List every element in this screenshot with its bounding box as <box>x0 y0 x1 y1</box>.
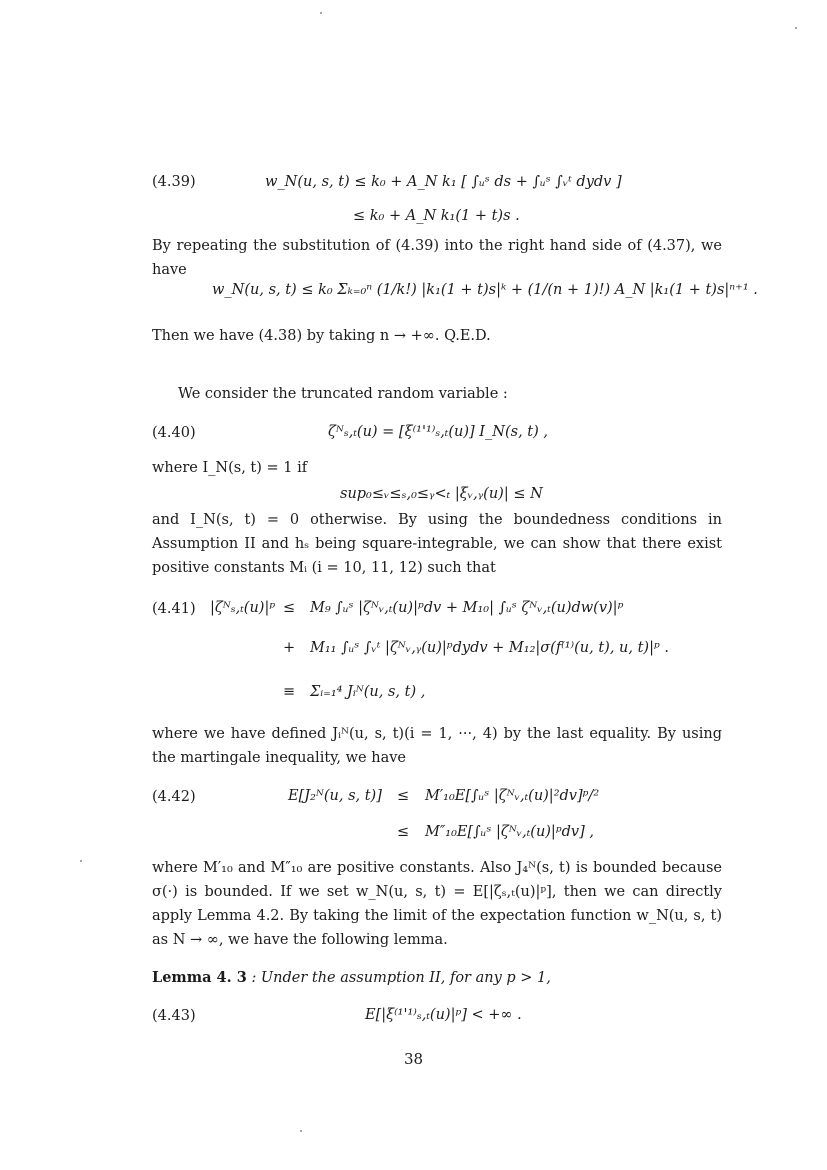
equation-sup: sup₀≤ᵥ≤ₛ,₀≤ᵧ<ₜ |ξᵥ,ᵧ(u)| ≤ N <box>340 486 543 502</box>
paragraph: where we have defined Jᵢᴺ(u, s, t)(i = 1, ···, 4) by the last equality. By using the martingale inequality, we have <box>152 726 722 766</box>
equation-4-42-line2: M″₁₀E[∫ᵤˢ |ζᴺᵥ,ₜ(u)|ᵖdv] , <box>425 824 594 840</box>
equation-number: (4.42) <box>152 789 196 805</box>
lemma-title: Lemma 4. 3 <box>152 969 247 986</box>
equation-number: (4.40) <box>152 425 196 441</box>
equation-4-42-lhs: E[J₂ᴺ(u, s, t)] <box>288 788 382 804</box>
equation-4-41-lhs: |ζᴺₛ,ₜ(u)|ᵖ <box>210 600 276 616</box>
equation-4-42-line1: M′₁₀E[∫ᵤˢ |ζᴺᵥ,ₜ(u)|²dv]ᵖ/² <box>425 788 600 804</box>
scan-speck <box>80 860 82 862</box>
paragraph: and I_N(s, t) = 0 otherwise. By using the boundedness conditions in Assumption II and hₛ being square-integrable, we can show that there exist positive constants Mᵢ (i = 10, 11, 12) such that <box>152 512 722 576</box>
equation-relation: ≡ <box>283 684 296 700</box>
scan-speck <box>795 27 797 29</box>
lemma-body: : Under the assumption II, for any p > 1, <box>251 970 551 986</box>
scan-speck <box>300 1130 302 1132</box>
paragraph: By repeating the substitution of (4.39) into the right hand side of (4.37), we have <box>152 238 722 278</box>
equation-4-41-line1: M₉ ∫ᵤˢ |ζᴺᵥ,ₜ(u)|ᵖdv + M₁₀| ∫ᵤˢ ζᴺᵥ,ₜ(u)dw(v)|ᵖ <box>310 600 624 616</box>
equation-4-43: E[|ξ⁽¹'¹⁾ₛ,ₜ(u)|ᵖ] < +∞ . <box>365 1007 522 1023</box>
page-number: 38 <box>403 1050 424 1068</box>
equation-number: (4.41) <box>152 601 196 617</box>
lemma-heading <box>152 966 551 990</box>
equation-relation: + <box>283 640 296 656</box>
equation-4-41-line3: Σᵢ₌₁⁴ Jᵢᴺ(u, s, t) , <box>310 684 426 700</box>
equation-4-41-line2: M₁₁ ∫ᵤˢ ∫ᵥᵗ |ζᴺᵥ,ᵧ(u)|ᵖdydv + M₁₂|σ(f⁽¹⁾(u, t), u, t)|ᵖ . <box>310 640 669 656</box>
equation-4-39-line2: ≤ k₀ + A_N k₁(1 + t)s . <box>353 208 520 224</box>
paragraph: Then we have (4.38) by taking n → +∞. Q.E.D. <box>152 328 491 344</box>
paragraph: We consider the truncated random variable : <box>178 386 508 402</box>
equation-number: (4.39) <box>152 174 196 190</box>
equation-relation: ≤ <box>397 824 410 840</box>
equation-relation: ≤ <box>397 788 410 804</box>
equation-4-40: ζᴺₛ,ₜ(u) = [ξ⁽¹'¹⁾ₛ,ₜ(u)] I_N(s, t) , <box>328 424 548 440</box>
equation-sum: w_N(u, s, t) ≤ k₀ Σₖ₌₀ⁿ (1/k!) |k₁(1 + t)s|ᵏ + (1/(n + 1)!) A_N |k₁(1 + t)s|ⁿ⁺¹ . <box>212 282 758 298</box>
scan-speck <box>320 12 322 14</box>
paragraph: where M′₁₀ and M″₁₀ are positive constants. Also J₄ᴺ(s, t) is bounded because σ(·) is bounded. If we set w_N(u, s, t) = E[|ζₛ,ₜ(u)|ᵖ], then we can directly apply Lemma 4.2. By taking the limit of the expectation function w_N(u, s, t) as N → ∞, we have the following lemma. <box>152 860 722 948</box>
paragraph: where I_N(s, t) = 1 if <box>152 460 308 476</box>
equation-number: (4.43) <box>152 1008 196 1024</box>
equation-relation: ≤ <box>283 600 296 616</box>
equation-4-39-line1: w_N(u, s, t) ≤ k₀ + A_N k₁ [ ∫ᵤˢ ds + ∫ᵤˢ ∫ᵥᵗ dydv ] <box>265 174 622 190</box>
